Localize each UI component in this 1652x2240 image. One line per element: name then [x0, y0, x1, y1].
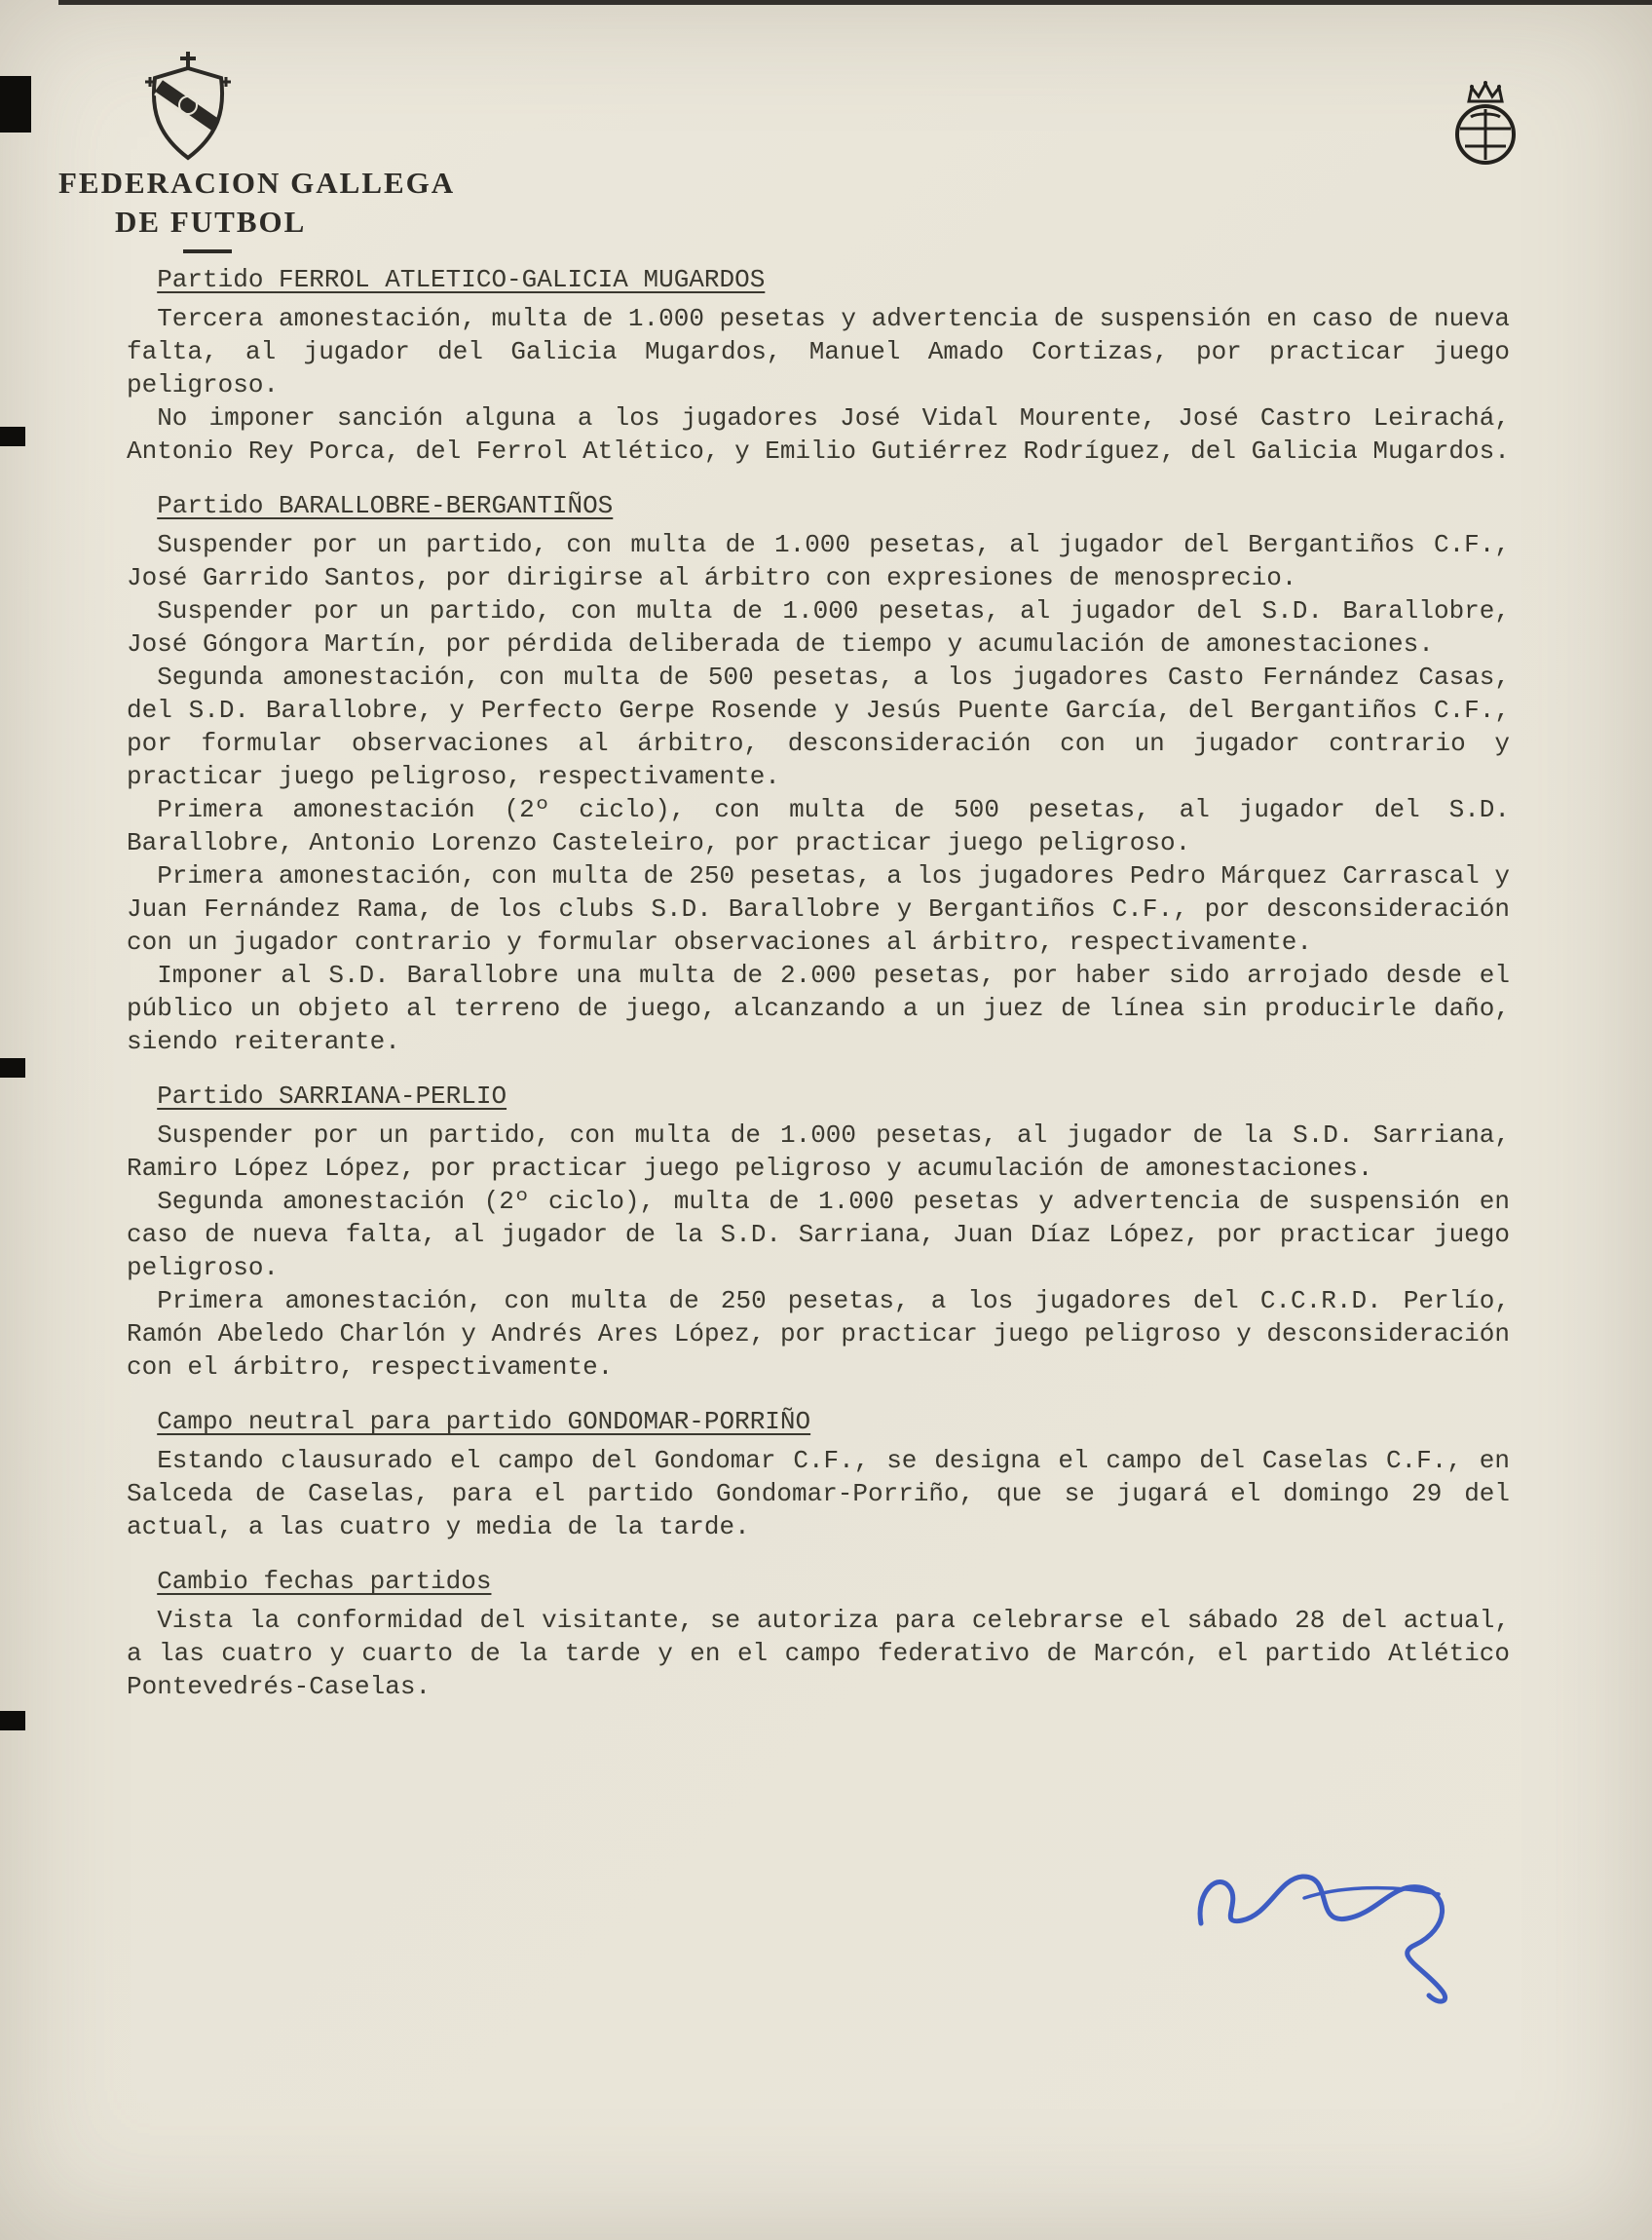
section-heading: Partido FERROL ATLETICO-GALICIA MUGARDOS	[157, 265, 766, 294]
document-body	[127, 263, 1510, 1703]
paragraph: Estando clausurado el campo del Gondomar C.F., se designa el campo del Caselas C.F., en Salceda de Caselas, para el partido Gondomar-Porriño, que se jugará el domingo 29 del actual, a las cuatro y media de la tarde.	[127, 1446, 1510, 1541]
binding-mark	[0, 1711, 25, 1730]
scan-edge-artifact	[58, 0, 1652, 5]
letterhead-underline	[183, 249, 232, 253]
org-name-line1: FEDERACION GALLEGA	[58, 166, 456, 200]
paragraph: Suspender por un partido, con multa de 1.000 pesetas, al jugador de la S.D. Sarriana, Ramiro López López, por practicar juego peligroso y acumulación de amonestaciones.	[127, 1120, 1510, 1183]
section-heading: Cambio fechas partidos	[157, 1567, 492, 1596]
paragraph: Suspender por un partido, con multa de 1.000 pesetas, al jugador del S.D. Barallobre, José Góngora Martín, por pérdida deliberada de tiempo y acumulación de amonestaciones.	[127, 596, 1510, 659]
paragraph: No imponer sanción alguna a los jugadores José Vidal Mourente, José Castro Leirachá, Antonio Rey Porca, del Ferrol Atlético, y Emilio Gutiérrez Rodríguez, del Galicia Mugardos.	[127, 403, 1510, 466]
section-heading: Campo neutral para partido GONDOMAR-PORRIÑO	[157, 1407, 811, 1436]
binding-mark	[0, 1058, 25, 1078]
handwritten-signature	[1183, 1830, 1495, 2015]
org-name-line2: DE FUTBOL	[115, 205, 307, 239]
galician-federation-crest-icon	[141, 49, 235, 169]
paragraph: Segunda amonestación (2º ciclo), multa de 1.000 pesetas y advertencia de suspensión en caso de nueva falta, al jugador de la S.D. Sarriana, Juan Díaz López, por practicar juego peligroso.	[127, 1187, 1510, 1282]
paragraph: Suspender por un partido, con multa de 1.000 pesetas, al jugador del Bergantiños C.F., José Garrido Santos, por dirigirse al árbitro con expresiones de menosprecio.	[127, 530, 1510, 592]
paragraph: Tercera amonestación, multa de 1.000 pesetas y advertencia de suspensión en caso de nueva falta, al jugador del Galicia Mugardos, Manuel Amado Cortizas, por practicar juego peligroso.	[127, 304, 1510, 399]
paragraph: Segunda amonestación, con multa de 500 pesetas, a los jugadores Casto Fernández Casas, del S.D. Barallobre, y Perfecto Gerpe Rosende y Jesús Puente García, del Bergantiños C.F., por formular observaciones al árbitro, desconsideración con un jugador contrario y practicar juego peligroso, respectivamente.	[127, 663, 1510, 791]
section-barallobre-bergantinos	[127, 489, 1510, 1058]
section-ferrol-atletico-galicia-mugardos	[127, 263, 1510, 468]
paragraph: Primera amonestación, con multa de 250 pesetas, a los jugadores del C.C.R.D. Perlío, Ramón Abeledo Charlón y Andrés Ares López, por practicar juego peligroso y desconsideración con el árbitro, respectivamente.	[127, 1286, 1510, 1382]
paragraph: Primera amonestación (2º ciclo), con multa de 500 pesetas, al jugador del S.D. Barallobre, Antonio Lorenzo Casteleiro, por practicar juego peligroso.	[127, 795, 1510, 857]
paragraph: Vista la conformidad del visitante, se autoriza para celebrarse el sábado 28 del actual, a las cuatro y cuarto de la tarde y en el campo federativo de Marcón, el partido Atlético Pontevedrés-Caselas.	[127, 1606, 1510, 1701]
section-heading: Partido SARRIANA-PERLIO	[157, 1082, 507, 1111]
binding-mark	[0, 76, 31, 133]
letterhead	[58, 164, 455, 242]
section-campo-neutral-gondomar-porrino	[127, 1405, 1510, 1543]
section-sarriana-perlio	[127, 1080, 1510, 1384]
binding-mark	[0, 427, 25, 446]
section-heading: Partido BARALLOBRE-BERGANTIÑOS	[157, 491, 614, 520]
section-cambio-fechas-partidos	[127, 1565, 1510, 1703]
royal-federation-crest-icon	[1446, 80, 1525, 174]
paragraph: Primera amonestación, con multa de 250 pesetas, a los jugadores Pedro Márquez Carrascal y Juan Fernández Rama, de los clubs S.D. Barallobre y Bergantiños C.F., por desconsideración con un jugador contrario y formular observaciones al árbitro, respectivamente.	[127, 861, 1510, 957]
paragraph: Imponer al S.D. Barallobre una multa de 2.000 pesetas, por haber sido arrojado desde el público un objeto al terreno de juego, alcanzando a un juez de línea sin producirle daño, siendo reiterante.	[127, 961, 1510, 1056]
